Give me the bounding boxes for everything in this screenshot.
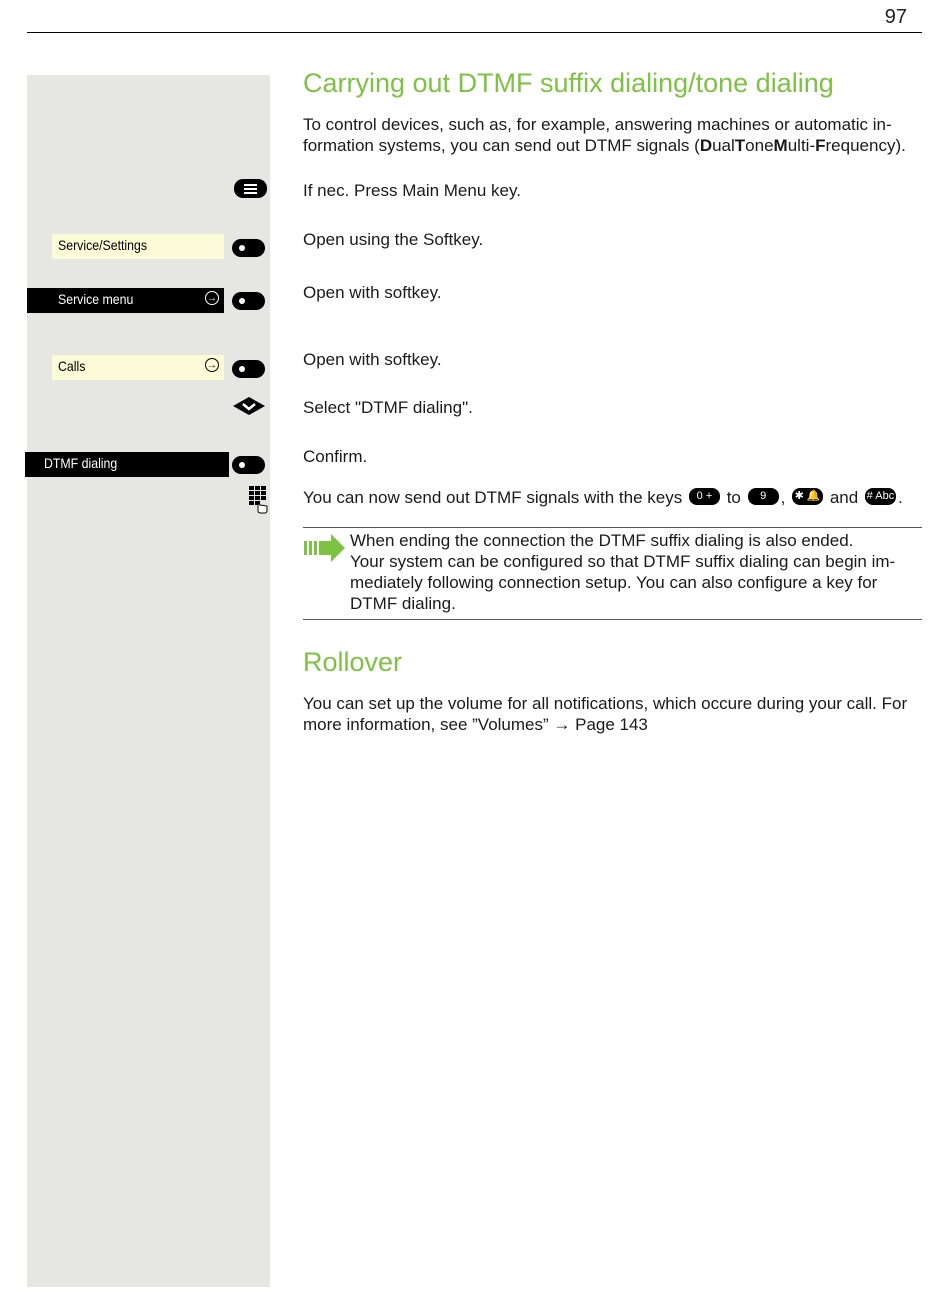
main-menu-key-icon: [234, 179, 267, 198]
step-send-dtmf: [303, 488, 928, 520]
menu-item-label: DTMF dialing: [44, 455, 118, 471]
note-line: Your system can be configured so that DTMF suffix dialing can begin im-mediately following connection setup. You can also configure a key for DTMF dialing.: [350, 552, 896, 613]
step-text: to: [726, 488, 741, 507]
softkey-icon: [232, 456, 265, 474]
bold-letter: T: [734, 136, 746, 155]
key-hash-icon: # Abc: [865, 488, 896, 505]
menu-item-label: Service/Settings: [58, 237, 148, 253]
step-confirm: Confirm.: [303, 447, 368, 466]
section-title-rollover: Rollover: [303, 647, 403, 677]
softkey-icon: [232, 292, 265, 310]
menu-item-dtmf-dialing[interactable]: [25, 452, 229, 477]
note-line: When ending the connection the DTMF suffix dialing is also ended.: [350, 531, 854, 550]
menu-item-label: Calls: [58, 358, 86, 374]
menu-item-calls[interactable]: [52, 355, 224, 380]
intro-text: To control devices, such as, for example, answering machines or automatic in-formation systems, you can send out DTMF signals (: [303, 115, 892, 155]
keypad-icon: [248, 486, 268, 514]
note-top-rule: [303, 527, 922, 528]
page-number: 97: [884, 6, 907, 28]
intro-paragraph: To control devices, such as, for example, answering machines or automatic in-formation systems, you can send out DTMF signals (DualToneMulti-Frequency).: [303, 115, 906, 155]
submenu-arrow-icon: →: [207, 360, 217, 371]
key-0-icon: 0 +: [689, 488, 720, 505]
menu-item-service-settings[interactable]: [52, 234, 224, 259]
step-open-softkey-2: Open with softkey.: [303, 283, 442, 302]
submenu-arrow-icon: →: [207, 293, 217, 304]
step-text: You can now send out DTMF signals with the keys: [303, 488, 683, 507]
softkey-icon: [232, 360, 265, 378]
header-rule: [27, 32, 922, 33]
step-main-menu: If nec. Press Main Menu key.: [303, 181, 521, 200]
step-text: .: [897, 488, 903, 507]
note-arrow-icon: [304, 534, 346, 562]
key-star-icon: ✱ 🔔: [792, 488, 823, 505]
step-text: and: [829, 488, 859, 507]
bold-letter: F: [815, 136, 826, 155]
navigation-key-icon: [232, 396, 266, 416]
step-text: ,: [780, 488, 786, 507]
note-text: [350, 530, 925, 614]
menu-item-label: Service menu: [58, 291, 134, 307]
softkey-icon: [232, 239, 265, 257]
menu-item-service-menu[interactable]: [27, 288, 224, 313]
rollover-paragraph: You can set up the volume for all notifications, which occure during your call. For more information, see ”Volumes” → Page 143: [303, 694, 908, 734]
note-bottom-rule: [303, 619, 922, 620]
bold-letter: D: [699, 136, 713, 155]
bold-letter: M: [773, 136, 788, 155]
section-title-dtmf: Carrying out DTMF suffix dialing/tone dialing: [303, 68, 834, 98]
intro-end: ).: [895, 136, 906, 155]
step-open-softkey-3: Open with softkey.: [303, 350, 442, 369]
key-9-icon: 9 wxyz: [748, 488, 779, 505]
step-select: Select "DTMF dialing".: [303, 398, 473, 417]
sidebar-panel: [27, 75, 270, 1287]
step-open-softkey-1: Open using the Softkey.: [303, 230, 484, 249]
